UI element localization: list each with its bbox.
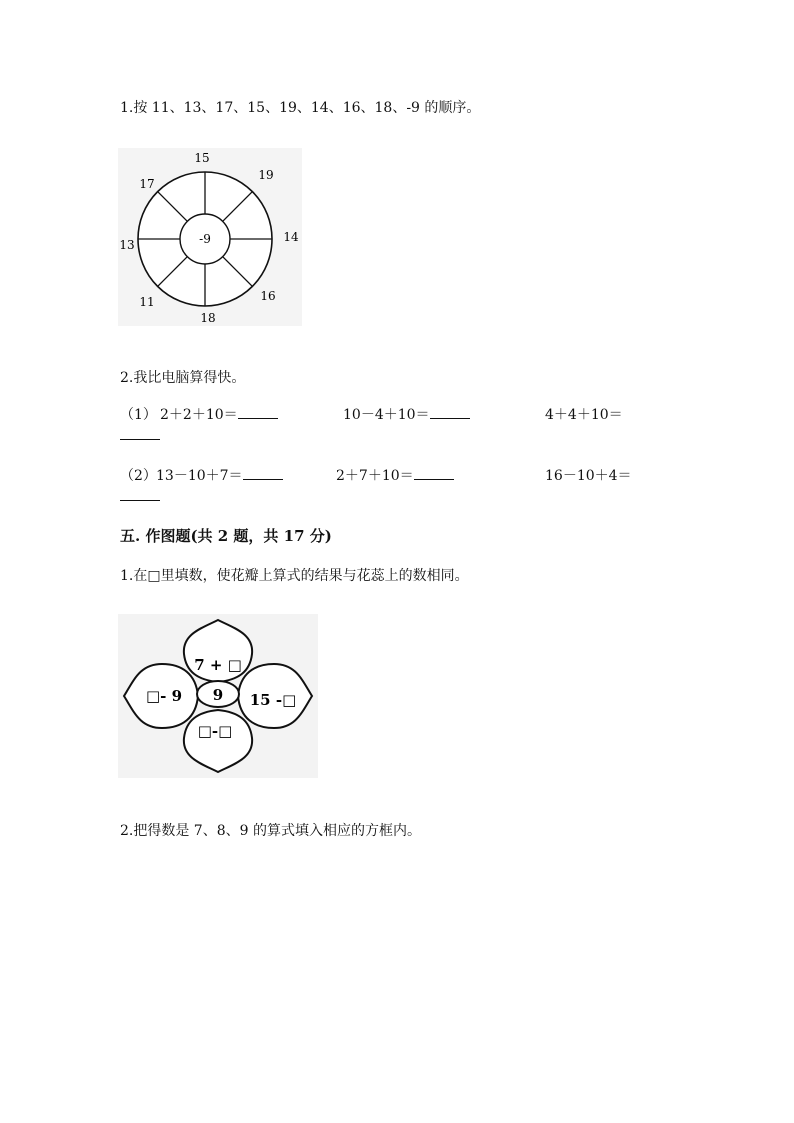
row2-prefix: （2）	[120, 468, 157, 484]
row2-expr2-blank[interactable]	[414, 465, 454, 480]
row2-expr3-blank[interactable]	[120, 486, 160, 501]
row1-expr3-blank[interactable]	[120, 425, 160, 440]
wheel-label-top-right: 19	[258, 168, 274, 182]
wheel-label-top: 15	[194, 151, 210, 165]
row2-expr1-text: 13－10＋7＝	[156, 468, 243, 484]
wheel-label-bottom: 18	[200, 311, 216, 325]
wheel-label-top-left: 17	[139, 177, 155, 191]
wheel-label-bottom-left: 11	[139, 295, 155, 309]
s5-q2-text: 2.把得数是 7、8、9 的算式填入相应的方框内。	[120, 823, 421, 839]
petal-bottom-expr: □-□	[197, 722, 233, 740]
petal-right-expr: 15 -□	[249, 691, 297, 709]
row1-prefix: （1）	[120, 407, 157, 423]
row1-expr1	[160, 404, 278, 424]
wheel-label-right: 14	[283, 230, 299, 244]
wheel-label-bottom-right: 16	[260, 289, 276, 303]
row1-expr3-text: 4＋4＋10＝	[545, 407, 623, 423]
q2-compute-text: 2.我比电脑算得快。	[120, 370, 246, 386]
row1-expr1-text: 2＋2＋10＝	[160, 407, 238, 423]
section5-title: 五. 作图题(共 2 题，共 17 分)	[120, 527, 332, 545]
row2-expr2	[336, 465, 454, 485]
row1-expr1-blank[interactable]	[238, 404, 278, 419]
s5-q1-text: 1.在□里填数，使花瓣上算式的结果与花蕊上的数相同。	[120, 568, 469, 584]
petal-left-expr: □- 9	[145, 687, 183, 705]
row2-expr1	[156, 465, 283, 485]
flower-figure	[118, 614, 318, 778]
wheel-center-label: -9	[199, 232, 211, 246]
row1-expr2-text: 10－4＋10＝	[343, 407, 430, 423]
row2-expr3-text: 16－10＋4＝	[545, 468, 632, 484]
q1-order-text: 1.按 11、13、17、15、19、14、16、18、-9 的顺序。	[120, 100, 481, 116]
row2-expr1-blank[interactable]	[243, 465, 283, 480]
flower-center-number: 9	[212, 686, 224, 704]
wheel-label-left: 13	[119, 238, 135, 252]
row1-expr2	[343, 404, 470, 424]
petal-top-expr: 7 + □	[194, 656, 242, 674]
row1-expr2-blank[interactable]	[430, 404, 470, 419]
number-wheel-figure	[118, 148, 302, 326]
row2-expr2-text: 2＋7＋10＝	[336, 468, 414, 484]
